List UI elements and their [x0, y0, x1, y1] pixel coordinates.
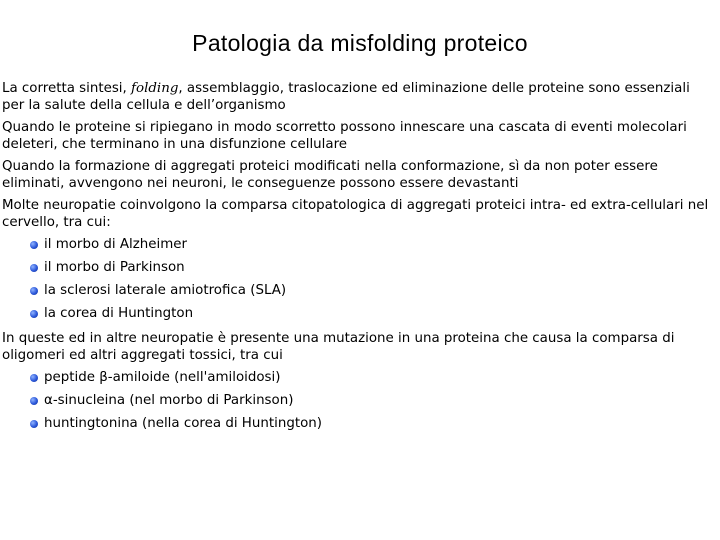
list-item-label: α-sinucleina (nel morbo di Parkinson)	[44, 393, 294, 408]
list-item-label: la corea di Huntington	[44, 306, 194, 321]
list-item	[2, 282, 712, 305]
paragraph-1-end: , assemblaggio, traslocazione ed eliminazione delle proteine sono essenziali per la salute della cellula e dell’organismo	[2, 81, 690, 113]
paragraph-5: In queste ed in altre neuropatie è presente una mutazione in una proteina che causa la comparsa di oligomeri ed altri aggregati tossici, tra cui	[2, 331, 675, 363]
slide-title: Patologia da misfolding proteico	[192, 30, 528, 56]
aggregate-list	[2, 369, 712, 438]
list-item-label: la sclerosi laterale amiotrofica (SLA)	[44, 283, 287, 298]
bullet-icon	[30, 420, 38, 428]
bullet-icon	[30, 287, 38, 295]
bullet-icon	[30, 310, 38, 318]
list-item-label: il morbo di Parkinson	[44, 260, 185, 275]
bullet-icon	[30, 374, 38, 382]
bullet-icon	[30, 264, 38, 272]
list-item	[2, 236, 712, 259]
list-item	[2, 392, 712, 415]
disease-list	[2, 236, 712, 328]
list-item	[2, 259, 712, 282]
paragraph-1	[2, 80, 712, 114]
bullet-icon	[30, 241, 38, 249]
paragraph-2: Quando le proteine si ripiegano in modo scorretto possono innescare una cascata di eventi molecolari deleteri, che terminano in una disfunzione cellulare	[2, 120, 687, 152]
list-item-label: il morbo di Alzheimer	[44, 237, 188, 252]
slide-body	[2, 80, 712, 440]
list-item	[2, 369, 712, 392]
list-item	[2, 305, 712, 328]
list-item	[2, 415, 712, 438]
list-item-label: peptide β-amiloide (nell'amiloidosi)	[44, 370, 281, 385]
list-item-label: huntingtonina (nella corea di Huntington)	[44, 416, 322, 431]
paragraph-1-italic-term: folding	[131, 81, 179, 96]
paragraph-3: Quando la formazione di aggregati proteici modificati nella conformazione, sì da non poter essere eliminati, avvengono nei neuroni, le conseguenze possono essere devastanti	[2, 159, 658, 191]
bullet-icon	[30, 397, 38, 405]
paragraph-1-start: La corretta sintesi,	[2, 81, 132, 96]
paragraph-4: Molte neuropatie coinvolgono la comparsa citopatologica di aggregati proteici intra- ed extra-cellulari nel cervello, tra cui:	[2, 198, 709, 230]
